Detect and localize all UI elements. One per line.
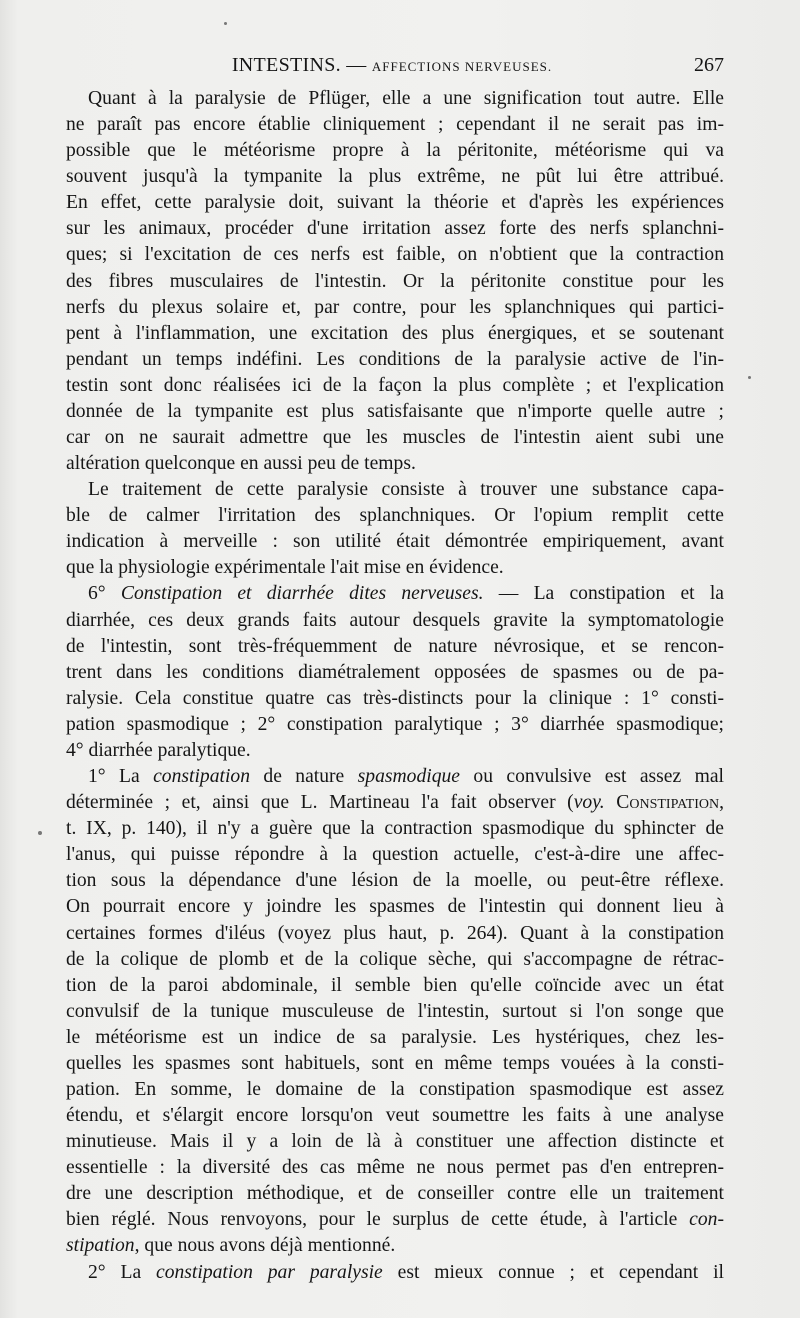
text-line: essentielle : la diversité des cas même ne nous permet pas d'en entrepren- (66, 1157, 724, 1179)
text-line: déterminée ; et, ainsi que L. Martineau l'a fait observer (voy. Constipation, (66, 792, 724, 814)
text-line: le météorisme est un indice de sa paralysie. Les hystériques, chez les- (66, 1026, 724, 1048)
running-title-sub: AFFECTIONS NERVEUSES. (371, 59, 553, 74)
text-line: car on ne saurait admettre que les muscles de l'intestin aient subi une (66, 427, 724, 449)
text-line: 6° Constipation et diarrhée dites nerveuses. — La constipation et la (88, 583, 724, 605)
running-title-main: INTESTINS. (231, 54, 341, 76)
text-line: bien réglé. Nous renvoyons, pour le surplus de cette étude, à l'article con- (66, 1209, 724, 1231)
running-title (60, 50, 724, 82)
text-line: 1° La constipation de nature spasmodique ou convulsive est assez mal (88, 766, 724, 788)
body-text (66, 86, 724, 1286)
text-line: trent dans les conditions diamétralement opposées de spasmes ou de pa- (66, 661, 724, 683)
text-line: pent à l'inflammation, une excitation des plus énergiques, et se soutenant (66, 322, 724, 344)
text-line: pendant un temps indéfini. Les conditions de la paralysie active de l'in- (66, 348, 724, 370)
text-line: ble de calmer l'irritation des splanchniques. Or l'opium remplit cette (66, 505, 724, 527)
text-line: que la physiologie expérimentale l'ait mise en évidence. (66, 557, 504, 579)
text-line: 2° La constipation par paralysie est mieux connue ; et cependant il (88, 1261, 724, 1283)
text-line: de l'intestin, sont très-fréquemment de nature névrosique, et se rencon- (66, 635, 724, 657)
page-number: 267 (694, 54, 724, 76)
text-line: testin sont donc réalisées ici de la façon la plus complète ; et l'explication (66, 374, 724, 396)
print-speck (38, 831, 42, 835)
text-line: donnée de la tympanite est plus satisfaisante que n'importe quelle autre ; (66, 400, 724, 422)
text-line: ralysie. Cela constitue quatre cas très-distincts pour la clinique : 1° consti- (66, 687, 724, 709)
text-line: Le traitement de cette paralysie consiste à trouver une substance capa- (88, 479, 724, 501)
text-line: altération quelconque en aussi peu de temps. (66, 453, 416, 475)
text-line: t. IX, p. 140), il n'y a guère que la contraction spasmodique du sphincter de (66, 818, 724, 840)
text-line: convulsif de la tunique musculeuse de l'intestin, surtout si l'on songe que (66, 1000, 724, 1022)
text-line: sur les animaux, procéder d'une irritation assez forte des nerfs splanchni- (66, 218, 724, 240)
text-line: minutieuse. Mais il y a loin de là à constituer une affection distincte et (66, 1131, 724, 1153)
text-line: diarrhée, ces deux grands faits autour desquels gravite la symptomatologie (66, 609, 724, 631)
text-line: quelles les spasmes sont habituels, sont en même temps vouées à la consti- (66, 1052, 724, 1074)
text-line: ne paraît pas encore établie cliniquement ; cependant il ne serait pas im- (66, 114, 724, 136)
text-line: des fibres musculaires de l'intestin. Or la péritonite constitue pour les (66, 270, 724, 292)
text-line: On pourrait encore y joindre les spasmes de l'intestin qui donnent lieu à (66, 896, 724, 918)
text-line: nerfs du plexus solaire et, par contre, pour les splanchniques qui partici- (66, 296, 724, 318)
text-line: tion sous la dépendance d'une lésion de la moelle, ou peut-être réflexe. (66, 870, 724, 892)
print-speck (748, 376, 751, 379)
text-line: possible que le météorisme propre à la péritonite, météorisme qui va (66, 140, 724, 162)
text-line: tion de la paroi abdominale, il semble bien qu'elle coïncide avec un état (66, 974, 724, 996)
text-line: En effet, cette paralysie doit, suivant la théorie et d'après les expériences (66, 192, 724, 214)
text-line: certaines formes d'iléus (voyez plus haut, p. 264). Quant à la constipation (66, 922, 724, 944)
text-line: Quant à la paralysie de Pflüger, elle a une signification tout autre. Elle (88, 88, 724, 109)
text-line: de la colique de plomb et de la colique sèche, qui s'accompagne de rétrac- (66, 948, 724, 970)
text-line: dre une description méthodique, et de conseiller contre elle un traitement (66, 1183, 724, 1205)
text-line: l'anus, qui puisse répondre à la question actuelle, c'est-à-dire une affec- (66, 844, 724, 866)
running-title-dash: — (340, 54, 372, 76)
text-line: pation spasmodique ; 2° constipation paralytique ; 3° diarrhée spasmodique; (66, 713, 724, 735)
text-line: souvent jusqu'à la tympanite la plus extrême, ne pût lui être attribué. (66, 166, 724, 188)
text-line: indication à merveille : son utilité était démontrée empiriquement, avant (66, 531, 724, 553)
running-header (60, 50, 724, 80)
print-speck (224, 22, 227, 25)
text-line: ques; si l'excitation de ces nerfs est faible, on n'obtient que la contraction (66, 244, 724, 266)
text-line: étendu, et s'élargit encore lorsqu'on veut soumettre les faits à une analyse (66, 1105, 724, 1127)
text-line: stipation, que nous avons déjà mentionné. (66, 1235, 396, 1257)
text-line: 4° diarrhée paralytique. (66, 739, 251, 761)
text-line: pation. En somme, le domaine de la constipation spasmodique est assez (66, 1078, 724, 1100)
